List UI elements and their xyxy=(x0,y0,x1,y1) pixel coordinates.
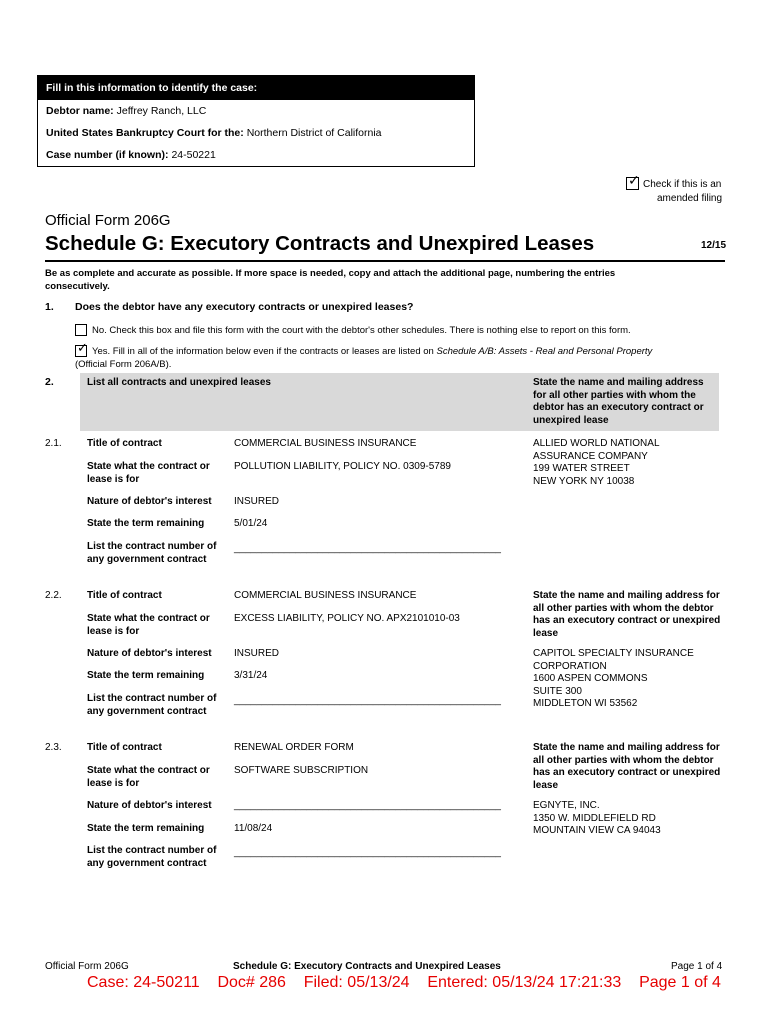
party-address xyxy=(533,800,723,838)
option-yes-text-italic: Schedule A/B: Assets - Real and Personal Property xyxy=(436,346,653,357)
case-info-header: Fill in this information to identify the case: xyxy=(38,76,474,100)
term-label: State the term remaining xyxy=(87,823,205,834)
term-value: 5/01/24 xyxy=(234,518,268,529)
party-header: State the name and mailing address for all other parties with whom the debtor has an executory contract or unexpired lease xyxy=(533,590,721,639)
case-info-box xyxy=(37,75,475,167)
party-line: ALLIED WORLD NATIONAL xyxy=(533,438,660,449)
case-number-label: Case number (if known): xyxy=(46,149,169,161)
option-no-text: No. Check this box and file this form with the court with the debtor's other schedules. There is nothing else to report on this form. xyxy=(92,325,631,336)
what-value: EXCESS LIABILITY, POLICY NO. APX2101010-03 xyxy=(234,613,460,624)
contract-number: 2.1. xyxy=(45,438,62,449)
what-label: State what the contract or lease is for xyxy=(87,461,210,485)
intro-line-1: Be as complete and accurate as possible. If more space is needed, copy and attach the additional page, numbering the entries xyxy=(45,268,616,279)
footer-page-number: Page 1 of 4 xyxy=(671,961,723,972)
party-line: 199 WATER STREET xyxy=(533,463,630,474)
party-address xyxy=(533,438,723,488)
party-line: ASSURANCE COMPANY xyxy=(533,450,648,462)
option-yes-text xyxy=(92,346,652,357)
amended-label-1: Check if this is an xyxy=(643,179,722,190)
footer-form-label: Official Form 206G xyxy=(45,961,129,972)
party-line: 1600 ASPEN COMMONS xyxy=(533,673,648,684)
footer-title: Schedule G: Executory Contracts and Unexpired Leases xyxy=(233,961,501,972)
what-value: SOFTWARE SUBSCRIPTION xyxy=(234,765,369,776)
nature-value: INSURED xyxy=(234,496,280,507)
contract-number: 2.2. xyxy=(45,590,62,601)
title-label: Title of contract xyxy=(87,590,162,601)
check-mark-icon: ✓ xyxy=(628,172,640,188)
govt-label: List the contract number of any government contract xyxy=(87,693,217,717)
amended-checkbox[interactable] xyxy=(626,172,640,194)
case-number-value: 24-50221 xyxy=(171,149,216,161)
party-line: CORPORATION xyxy=(533,660,607,672)
nature-label: Nature of debtor's interest xyxy=(87,800,212,811)
contract-number: 2.3. xyxy=(45,742,62,753)
check-mark-icon: ✓ xyxy=(77,340,88,355)
title-value: COMMERCIAL BUSINESS INSURANCE xyxy=(234,438,417,449)
case-number-line xyxy=(46,149,216,161)
section-2-left-header: List all contracts and unexpired leases xyxy=(87,377,271,388)
debtor-name-label: Debtor name: xyxy=(46,105,114,117)
party-line: CAPITOL SPECIALTY INSURANCE xyxy=(533,648,694,659)
title-divider xyxy=(45,260,725,262)
intro-line-2: consecutively. xyxy=(45,281,110,292)
govt-label: List the contract number of any government contract xyxy=(87,845,217,869)
nature-label: Nature of debtor's interest xyxy=(87,496,212,507)
court-value: Northern District of California xyxy=(246,127,382,139)
court-label: United States Bankruptcy Court for the: xyxy=(46,127,244,139)
what-label: State what the contract or lease is for xyxy=(87,765,210,789)
govt-label: List the contract number of any government contract xyxy=(87,541,217,565)
party-line: NEW YORK NY 10038 xyxy=(533,475,635,487)
party-line: SUITE 300 xyxy=(533,685,582,697)
party-header: State the name and mailing address for all other parties with whom the debtor has an executory contract or unexpired lease xyxy=(533,742,721,791)
term-value: 3/31/24 xyxy=(234,670,268,681)
amended-label-2: amended filing xyxy=(657,193,723,204)
title-value: COMMERCIAL BUSINESS INSURANCE xyxy=(234,590,417,601)
party-line: MIDDLETON WI 53562 xyxy=(533,698,638,709)
form-label: Official Form 206G xyxy=(45,212,171,229)
term-label: State the term remaining xyxy=(87,518,205,529)
nature-value: INSURED xyxy=(234,648,280,659)
question-1-number: 1. xyxy=(45,301,54,313)
debtor-name-value: Jeffrey Ranch, LLC xyxy=(116,105,207,117)
option-no-checkbox[interactable] xyxy=(75,322,87,340)
nature-value-blank: ________________________________________________ xyxy=(234,800,501,811)
what-value: POLLUTION LIABILITY, POLICY NO. 0309-5789 xyxy=(234,461,451,472)
form-date: 12/15 xyxy=(701,240,727,251)
title-label: Title of contract xyxy=(87,438,162,449)
title-value: RENEWAL ORDER FORM xyxy=(234,742,354,753)
what-label: State what the contract or lease is for xyxy=(87,613,210,637)
govt-value-blank: ________________________________________________ xyxy=(234,847,501,858)
title-label: Title of contract xyxy=(87,742,162,753)
option-yes-text-line2: (Official Form 206A/B). xyxy=(75,359,172,370)
term-value: 11/08/24 xyxy=(234,823,273,834)
court-line xyxy=(46,127,382,139)
party-line: MOUNTAIN VIEW CA 94043 xyxy=(533,825,661,836)
party-line: 1350 W. MIDDLEFIELD RD xyxy=(533,812,656,824)
page-title: Schedule G: Executory Contracts and Unexpired Leases xyxy=(45,232,595,255)
party-address xyxy=(533,648,723,711)
section-2-right-header: State the name and mailing address for all other parties with whom the debtor has an executory contract or unexpired lease xyxy=(533,377,704,426)
question-1-text: Does the debtor have any executory contracts or unexpired leases? xyxy=(75,301,414,313)
court-filing-stamp: Case: 24-50211 Doc# 286 Filed: 05/13/24 Entered: 05/13/24 17:21:33 Page 1 of 4 xyxy=(87,974,721,991)
nature-label: Nature of debtor's interest xyxy=(87,648,212,659)
debtor-name-line xyxy=(46,105,206,117)
term-label: State the term remaining xyxy=(87,670,205,681)
govt-value-blank: ________________________________________________ xyxy=(234,543,501,554)
section-2-number: 2. xyxy=(45,376,54,388)
party-line: EGNYTE, INC. xyxy=(533,800,600,811)
option-yes-text-plain: Yes. Fill in all of the information below even if the contracts or leases are listed on xyxy=(92,346,434,357)
govt-value-blank: ________________________________________________ xyxy=(234,695,501,706)
